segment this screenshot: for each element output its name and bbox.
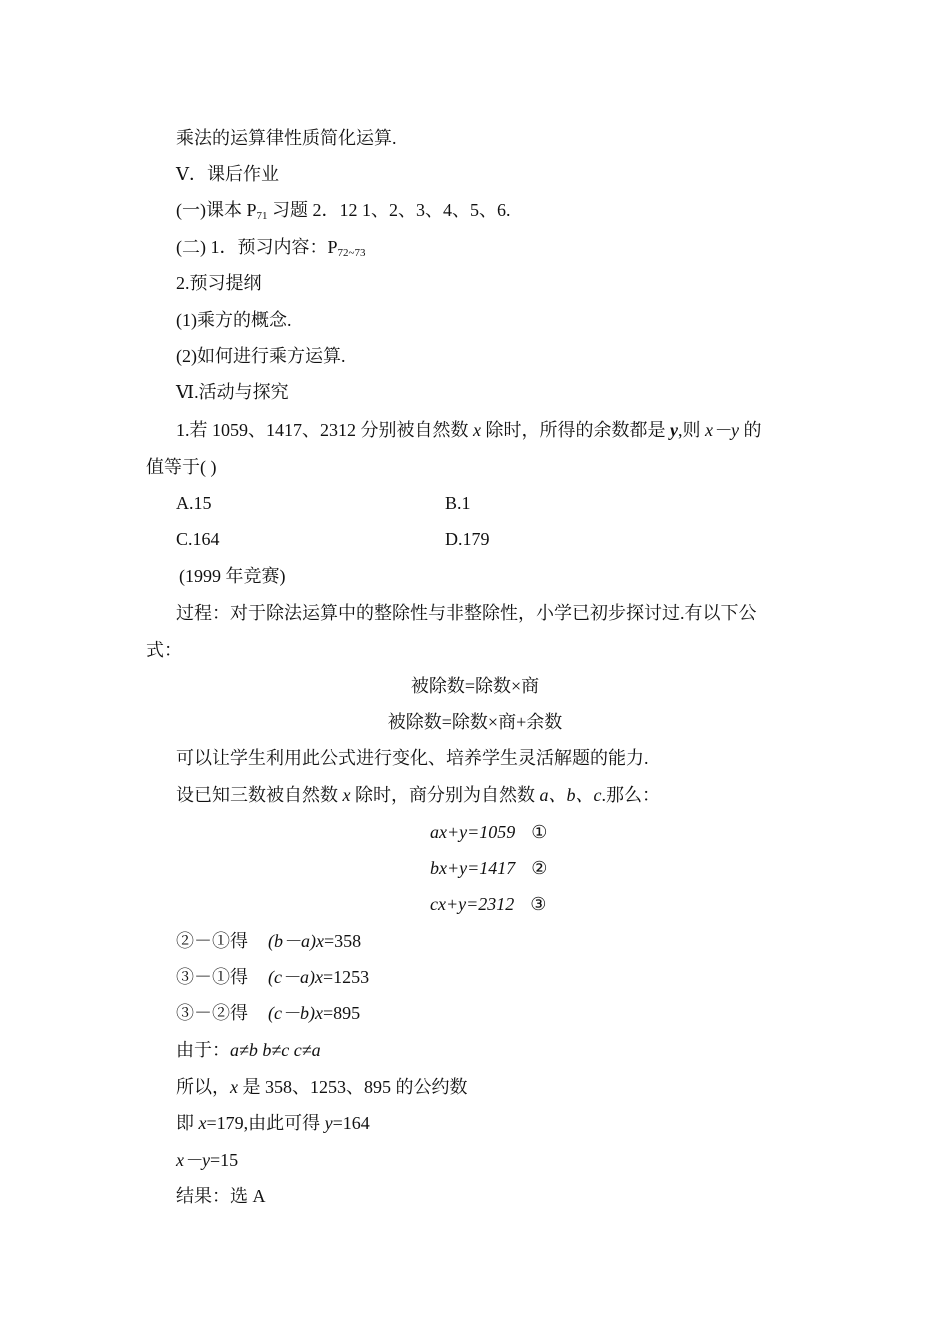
conclusion-var-x: x [230,1077,238,1097]
formula-2: 被除数=除数×商+余数 [387,712,563,732]
question-text-2: 除时，所得的余数都是 [481,420,670,440]
derivation-2-value: =1253 [322,967,370,987]
option-a: A.15 [176,493,212,513]
solution-line [176,1111,370,1135]
solution-text-2: =179,由此可得 [206,1113,325,1133]
solution-text-3: =164 [332,1113,370,1133]
setup-text-2: 除时，商分别为自然数 [350,785,540,805]
equation-2 [430,856,547,880]
homework-heading: Ⅴ．课后作业 [176,164,279,184]
setup-text-3: .那么： [601,785,660,805]
equation-3 [430,892,546,916]
question-expr: x－y [705,420,739,440]
conclusion-line [176,1075,468,1099]
solution-var-x: x [198,1113,207,1133]
derivation-3-value: =895 [322,1003,361,1023]
homework-item-2-sub: 72~73 [337,247,366,259]
question-text-3: ,则 [678,420,705,440]
derivation-3-label: ③－②得 [176,1003,248,1023]
homework-item-1-post: 习题 2．12 1、2、3、4、5、6. [267,200,511,220]
question-line-1 [176,418,761,442]
final-equation [176,1148,238,1172]
homework-item-1-pre: (一)课本 P [176,200,257,220]
solution-text-1: 即 [176,1113,199,1133]
since-line [176,1038,321,1062]
equation-2-mark: ② [531,858,548,878]
setup-line [176,783,660,807]
equation-1 [430,820,547,844]
question-text-1: 1.若 1059、1417、2312 分别被自然数 [176,420,473,440]
process-line-2: 式： [146,640,182,660]
homework-item-2 [176,235,365,265]
homework-item-3: 2.预习提纲 [176,273,262,293]
process-line-1: 过程：对于除法运算中的整除性与非整除性，小学已初步探讨过.有以下公 [176,603,757,623]
since-label: 由于： [176,1040,230,1060]
activity-heading: Ⅵ.活动与探究 [176,382,289,402]
since-expr: a≠b b≠c c≠a [230,1040,321,1060]
derivation-1-value: =358 [323,931,362,951]
result-line: 结果：选 A [176,1186,266,1206]
derivation-1-expr: (b－a)x [268,931,324,951]
setup-text-1: 设已知三数被自然数 [176,785,343,805]
teaching-note: 可以让学生利用此公式进行变化、培养学生灵活解题的能力. [176,748,649,768]
derivation-2 [176,965,369,989]
conclusion-text-1: 所以， [176,1077,230,1097]
question-var-y: y [670,420,678,440]
homework-item-2-pre: (二) 1．预习内容：P [176,237,338,257]
conclusion-text-2: 是 358、1253、895 的公约数 [238,1077,468,1097]
question-source: (1999 年竞赛) [179,566,286,586]
derivation-1-label: ②－①得 [176,931,248,951]
equation-3-mark: ③ [530,894,547,914]
derivation-1 [176,929,361,953]
option-d: D.179 [445,529,490,549]
final-expr: x－y [176,1150,210,1170]
derivation-2-expr: (c－a)x [268,967,323,987]
question-var-x: x [473,420,481,440]
derivation-3-expr: (c－b)x [268,1003,323,1023]
option-b: B.1 [445,493,471,513]
option-c: C.164 [176,529,220,549]
homework-item-1 [176,198,511,228]
final-value: =15 [209,1150,239,1170]
equation-2-expr: bx+y=1417 [430,858,516,878]
equation-1-expr: ax+y=1059 [430,822,516,842]
question-line-2: 值等于( ) [146,457,217,477]
setup-vars-abc: a、b、c [539,785,602,805]
derivation-2-label: ③－①得 [176,967,248,987]
formula-1: 被除数=除数×商 [410,676,540,696]
solution-var-y: y [324,1113,333,1133]
homework-item-5: (2)如何进行乘方运算. [176,346,346,366]
equation-1-mark: ① [531,822,548,842]
homework-item-4: (1)乘方的概念. [176,310,292,330]
setup-var-x: x [342,785,351,805]
text-line-1: 乘法的运算律性质简化运算. [176,128,397,148]
derivation-3 [176,1001,360,1025]
equation-3-expr: cx+y=2312 [430,894,515,914]
question-text-4: 的 [738,420,762,440]
homework-item-1-sub: 71 [256,210,268,222]
